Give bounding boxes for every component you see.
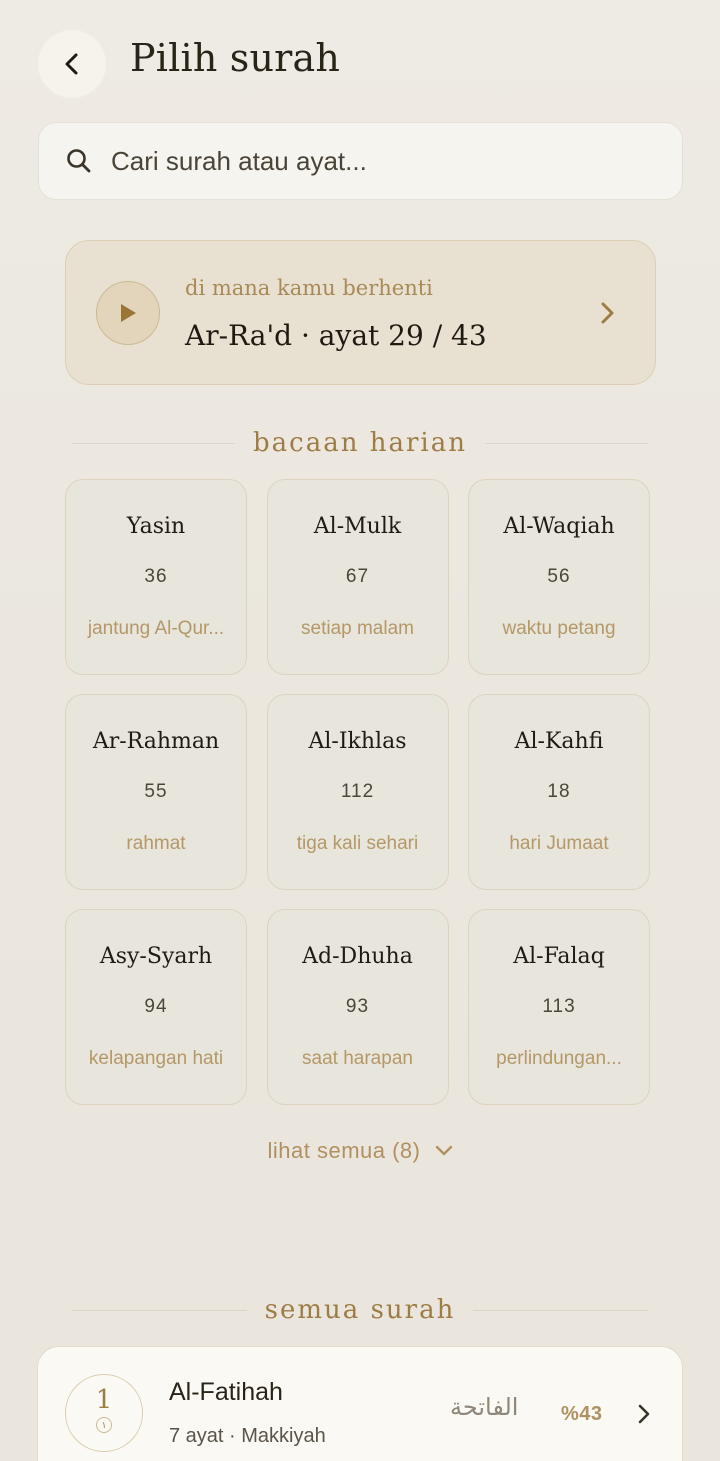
divider	[485, 443, 648, 444]
daily-section-heading	[72, 423, 648, 463]
daily-heading-text: bacaan harian	[253, 428, 467, 458]
tile-desc: perlindungan...	[496, 1048, 622, 1069]
page-title: Pilih surah	[130, 36, 341, 80]
play-button[interactable]	[96, 281, 160, 345]
surah-name: Al-Fatihah	[169, 1378, 283, 1406]
tile-desc: rahmat	[126, 833, 186, 854]
tile-name: Al-Mulk	[313, 514, 402, 539]
search-input[interactable]	[111, 146, 631, 177]
daily-tile-al-mulk[interactable]	[267, 479, 449, 675]
tile-name: Al-Waqiah	[503, 514, 615, 539]
daily-tile-al-falaq[interactable]	[468, 909, 650, 1105]
tile-number: 112	[340, 781, 375, 802]
divider	[473, 1310, 648, 1311]
tile-number: 55	[144, 781, 168, 802]
divider	[72, 1310, 247, 1311]
surah-arabic-name: الفاتحة	[450, 1393, 519, 1421]
tile-name: Yasin	[126, 514, 186, 539]
tile-number: 67	[345, 566, 370, 587]
chevron-down-icon	[435, 1145, 453, 1157]
tile-name: Ar-Rahman	[92, 729, 220, 754]
daily-tile-al-waqiah[interactable]	[468, 479, 650, 675]
tile-name: Al-Falaq	[513, 944, 605, 969]
tile-desc: waktu petang	[502, 618, 616, 639]
divider	[72, 443, 235, 444]
chevron-right-icon	[595, 299, 619, 327]
resume-reading-card[interactable]	[65, 240, 656, 385]
tile-number: 113	[542, 996, 576, 1017]
tile-number: 94	[144, 996, 168, 1017]
all-surah-section-heading	[72, 1290, 648, 1330]
daily-tile-al-ikhlas[interactable]	[267, 694, 449, 890]
surah-row-al-fatihah[interactable]	[37, 1346, 683, 1461]
surah-meta: 7 ayat · Makkiyah	[169, 1425, 326, 1447]
daily-grid	[65, 479, 650, 1105]
surah-number: 1	[95, 1385, 113, 1415]
daily-tile-asy-syarh[interactable]	[65, 909, 247, 1105]
resume-position: Ar-Ra'd · ayat 29 / 43	[185, 319, 487, 352]
tile-name: Al-Ikhlas	[308, 729, 407, 754]
back-button[interactable]	[38, 30, 106, 98]
resume-label: di mana kamu berhenti	[185, 276, 433, 300]
daily-tile-yasin[interactable]	[65, 479, 247, 675]
tile-name: Al-Kahfi	[514, 729, 604, 754]
see-all-label: lihat semua (8)	[267, 1138, 421, 1163]
chevron-left-icon	[62, 51, 82, 77]
tile-number: 36	[144, 566, 168, 587]
all-surah-heading-text: semua surah	[264, 1295, 456, 1325]
search-bar[interactable]	[38, 122, 683, 200]
tile-desc: setiap malam	[301, 618, 414, 639]
tile-desc: hari Jumaat	[509, 833, 609, 854]
see-all-button[interactable]	[0, 1138, 720, 1164]
search-icon	[65, 147, 93, 175]
tile-desc: jantung Al-Qur...	[87, 618, 225, 639]
tile-number: 18	[547, 781, 571, 802]
tile-number: 93	[345, 996, 370, 1017]
surah-number-badge	[65, 1374, 143, 1452]
daily-tile-al-kahfi[interactable]	[468, 694, 650, 890]
play-icon	[118, 302, 138, 324]
surah-arabic-number: ١	[96, 1417, 112, 1433]
daily-tile-ad-dhuha[interactable]	[267, 909, 449, 1105]
tile-desc: kelapangan hati	[88, 1048, 224, 1069]
surah-progress: %43	[561, 1403, 603, 1425]
tile-number: 56	[547, 566, 571, 587]
tile-name: Asy-Syarh	[99, 944, 213, 969]
tile-desc: saat harapan	[302, 1048, 413, 1069]
tile-name: Ad-Dhuha	[302, 944, 413, 969]
tile-desc: tiga kali sehari	[296, 833, 419, 854]
chevron-right-icon	[636, 1402, 652, 1426]
daily-tile-ar-rahman[interactable]	[65, 694, 247, 890]
